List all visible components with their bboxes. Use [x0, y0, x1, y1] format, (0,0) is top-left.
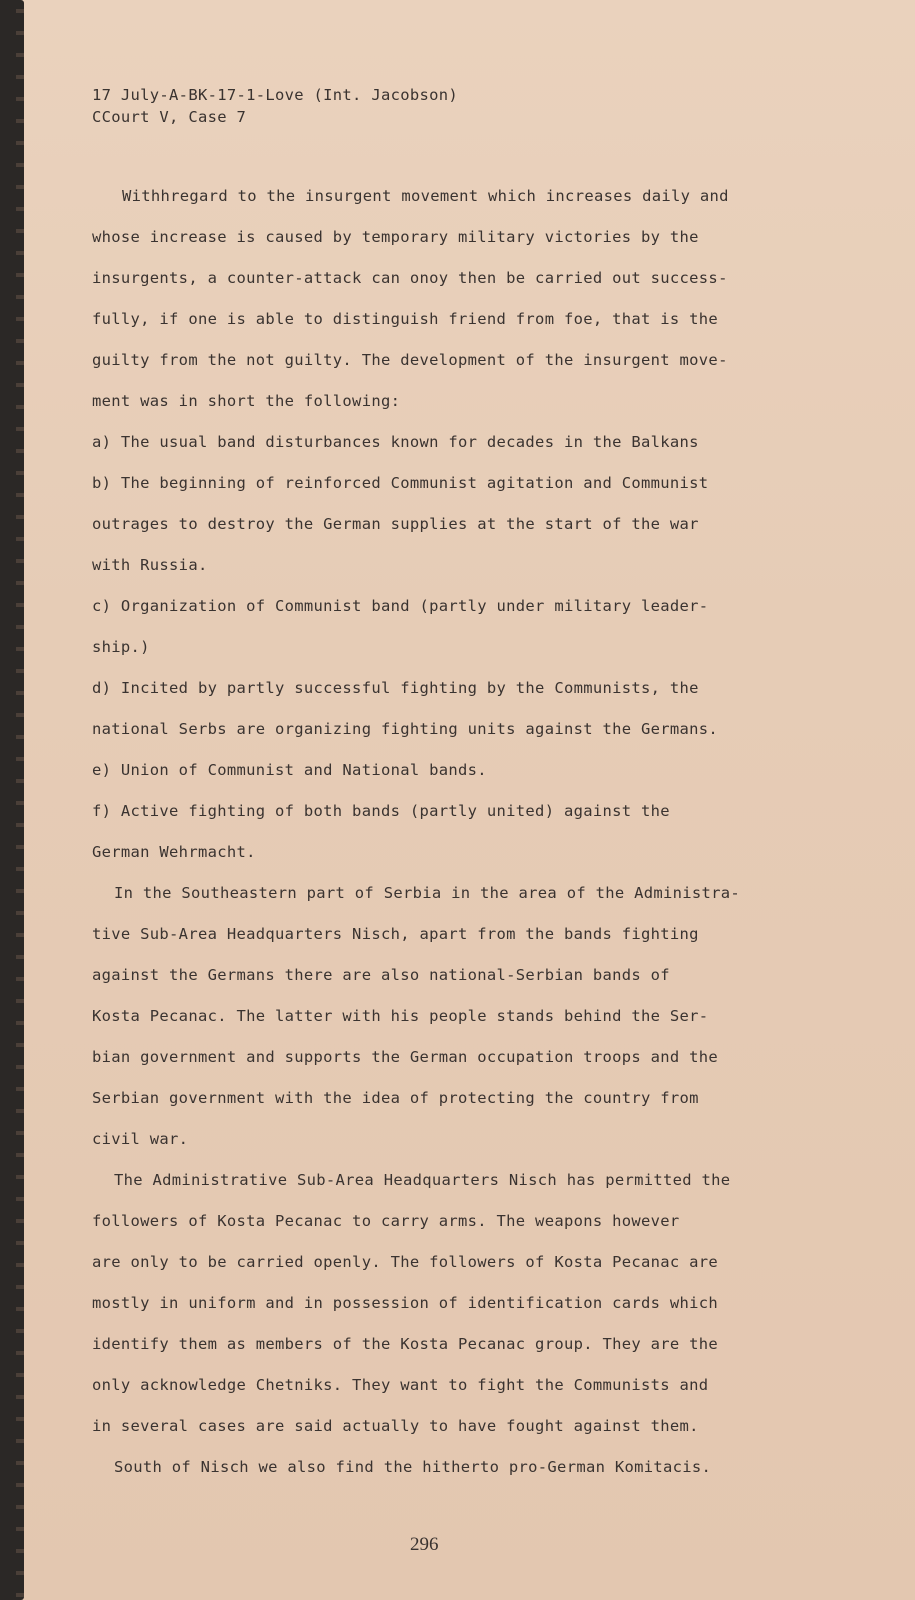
body-line: b) The beginning of reinforced Communist agitation and Communist	[92, 474, 709, 492]
body-line: a) The usual band disturbances known for decades in the Balkans	[92, 433, 699, 451]
header-reference-line: 17 July-A-BK-17-1-Love (Int. Jacobson)	[92, 86, 459, 104]
scan-left-edge	[0, 0, 20, 1600]
body-line: d) Incited by partly successful fighting by the Communists, the	[92, 679, 699, 697]
body-line: only acknowledge Chetniks. They want to fight the Communists and	[92, 1376, 709, 1394]
body-line: are only to be carried openly. The followers of Kosta Pecanac are	[92, 1253, 719, 1271]
body-line: Serbian government with the idea of protecting the country from	[92, 1089, 699, 1107]
body-line: mostly in uniform and in possession of identification cards which	[92, 1294, 719, 1312]
header-court-line: CCourt V, Case 7	[92, 108, 247, 126]
body-line: against the Germans there are also national-Serbian bands of	[92, 966, 670, 984]
body-line: whose increase is caused by temporary military victories by the	[92, 228, 699, 246]
body-line: in several cases are said actually to have fought against them.	[92, 1417, 699, 1435]
page-number: 296	[410, 1534, 439, 1555]
body-line: national Serbs are organizing fighting units against the Germans.	[92, 720, 719, 738]
document-body	[92, 181, 792, 1493]
body-line: German Wehrmacht.	[92, 843, 256, 861]
body-line: Withhregard to the insurgent movement which increases daily and	[122, 187, 729, 205]
body-line: c) Organization of Communist band (partly under military leader-	[92, 597, 709, 615]
body-line: followers of Kosta Pecanac to carry arms. The weapons however	[92, 1212, 680, 1230]
body-line: insurgents, a counter-attack can onoy then be carried out success-	[92, 269, 728, 287]
body-line: bian government and supports the German occupation troops and the	[92, 1048, 719, 1066]
body-line: e) Union of Communist and National bands.	[92, 761, 487, 779]
body-line: identify them as members of the Kosta Pecanac group. They are the	[92, 1335, 719, 1353]
body-line: tive Sub-Area Headquarters Nisch, apart from the bands fighting	[92, 925, 699, 943]
body-line: civil war.	[92, 1130, 189, 1148]
document-header	[92, 84, 458, 128]
body-line: The Administrative Sub-Area Headquarters Nisch has permitted the	[114, 1171, 731, 1189]
body-line: fully, if one is able to distinguish friend from foe, that is the	[92, 310, 719, 328]
body-line: Kosta Pecanac. The latter with his people stands behind the Ser-	[92, 1007, 709, 1025]
body-line: South of Nisch we also find the hitherto pro-German Komitacis.	[114, 1458, 712, 1476]
body-line: with Russia.	[92, 556, 208, 574]
body-line: In the Southeastern part of Serbia in the area of the Administra-	[114, 884, 741, 902]
body-line: ship.)	[92, 638, 150, 656]
body-line: f) Active fighting of both bands (partly united) against the	[92, 802, 670, 820]
body-line: outrages to destroy the German supplies at the start of the war	[92, 515, 699, 533]
body-line: ment was in short the following:	[92, 392, 401, 410]
body-line: guilty from the not guilty. The development of the insurgent move-	[92, 351, 728, 369]
